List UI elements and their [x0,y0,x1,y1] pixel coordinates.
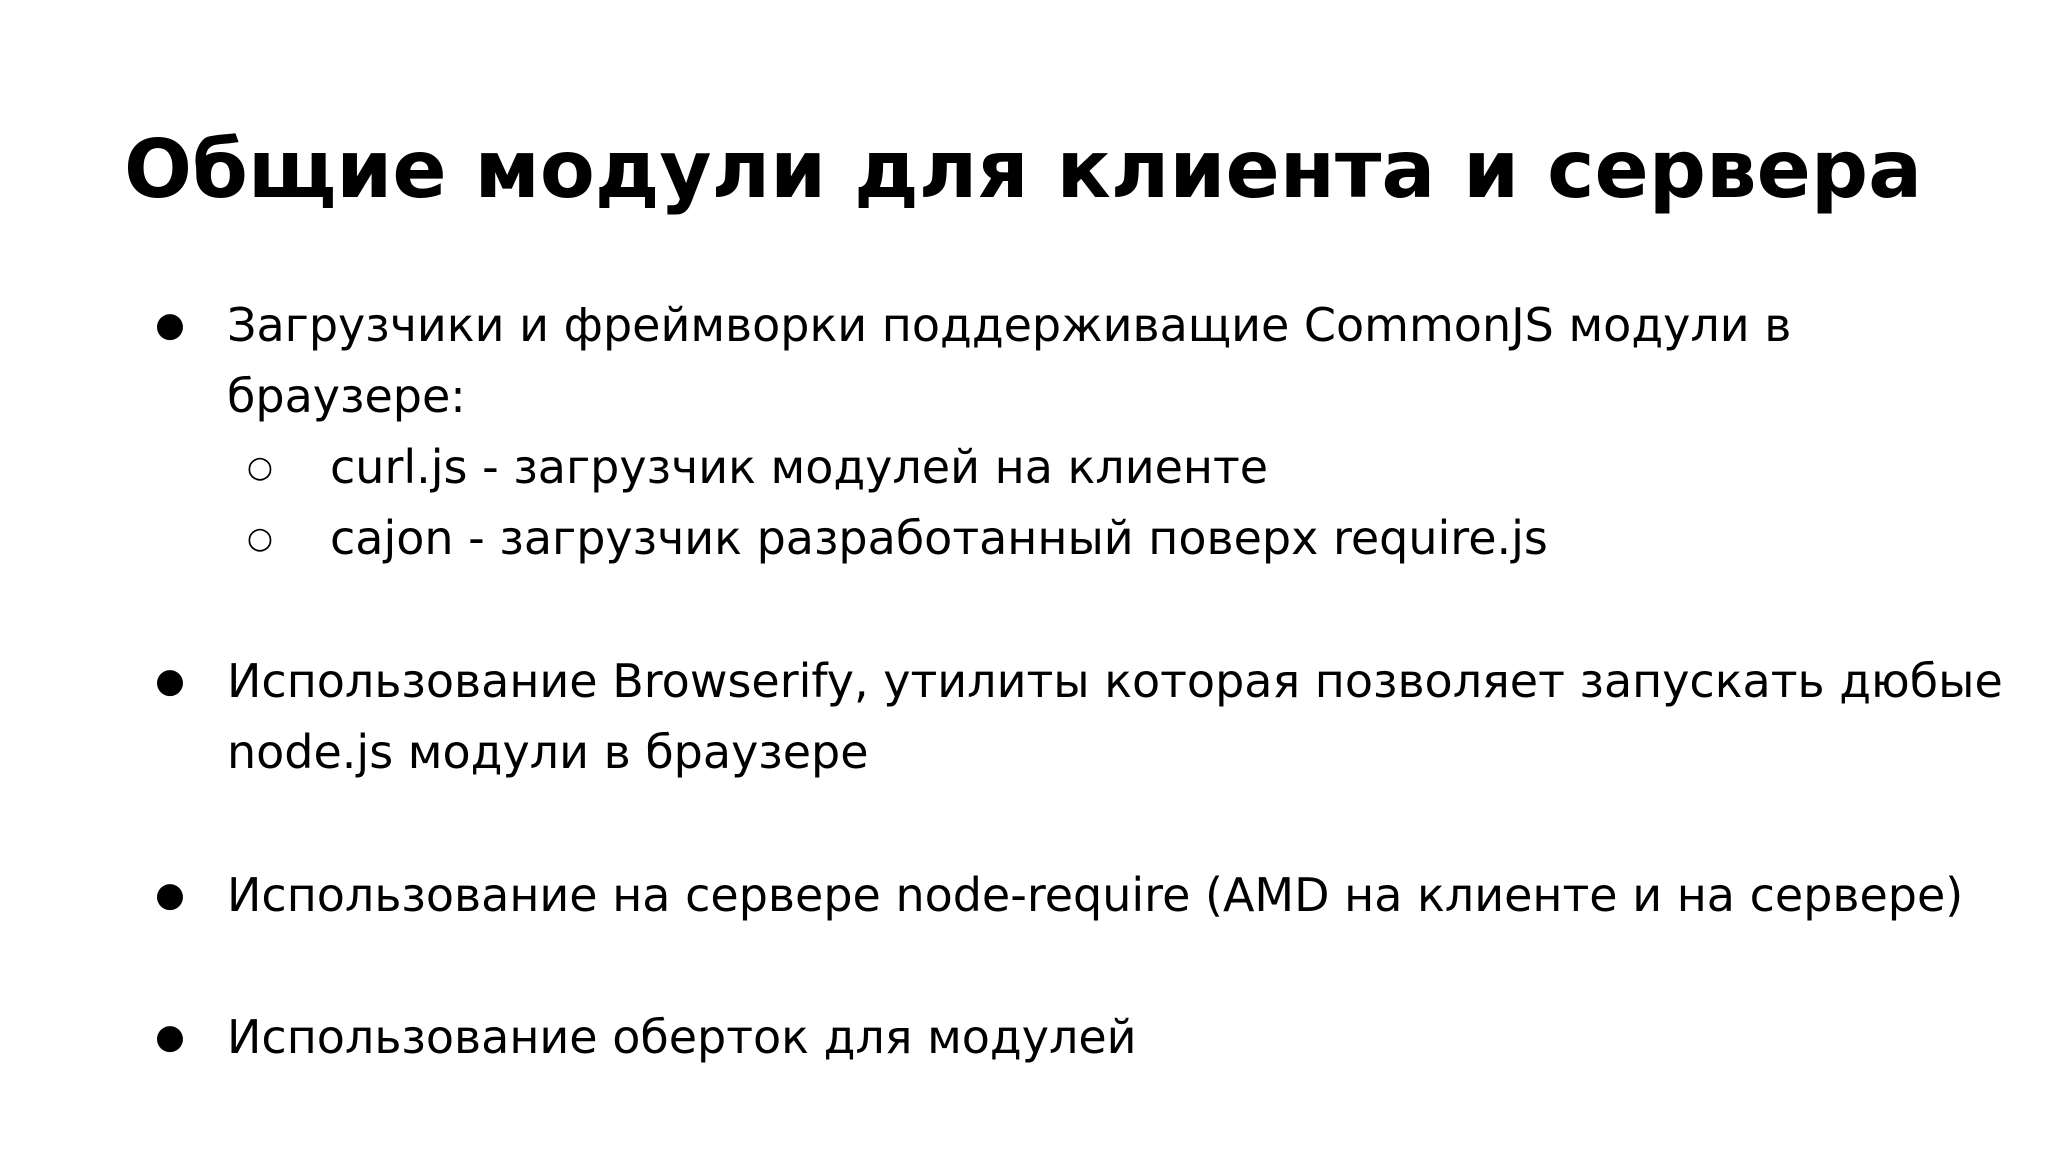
bullet-text-line: node.js модули в браузере [227,725,869,779]
sub-bullet-text: cajon - загрузчик разработанный поверх require.js [330,511,1548,565]
bullet-dot-icon: ● [155,875,185,915]
bullet-item [155,860,1964,931]
sub-bullet-circle-icon: ○ [246,521,274,556]
sub-bullet-text: curl.js - загрузчик модулей на клиенте [330,440,1269,494]
bullet-item [155,646,2003,788]
sub-bullet-item [246,432,1269,503]
bullet-dot-icon: ● [155,661,185,701]
bullet-item [155,290,1792,432]
bullet-text-line: Использование на сервере node-require (AMD на клиенте и на сервере) [227,868,1964,922]
bullet-text-line: Использование оберток для модулей [227,1010,1137,1064]
slide-title: Общие модули для клиента и сервера [124,123,1923,216]
bullet-dot-icon: ● [155,305,185,345]
bullet-text-line: Загрузчики и фреймворки поддерживащие CommonJS модули в [227,298,1792,352]
bullet-text-line: браузере: [227,369,466,423]
sub-bullet-circle-icon: ○ [246,450,274,485]
sub-bullet-item [246,503,1548,574]
bullet-dot-icon: ● [155,1017,185,1057]
bullet-text-line: Использование Browserify, утилиты которая позволяет запускать дюбые [227,654,2003,708]
bullet-item [155,1002,1137,1073]
